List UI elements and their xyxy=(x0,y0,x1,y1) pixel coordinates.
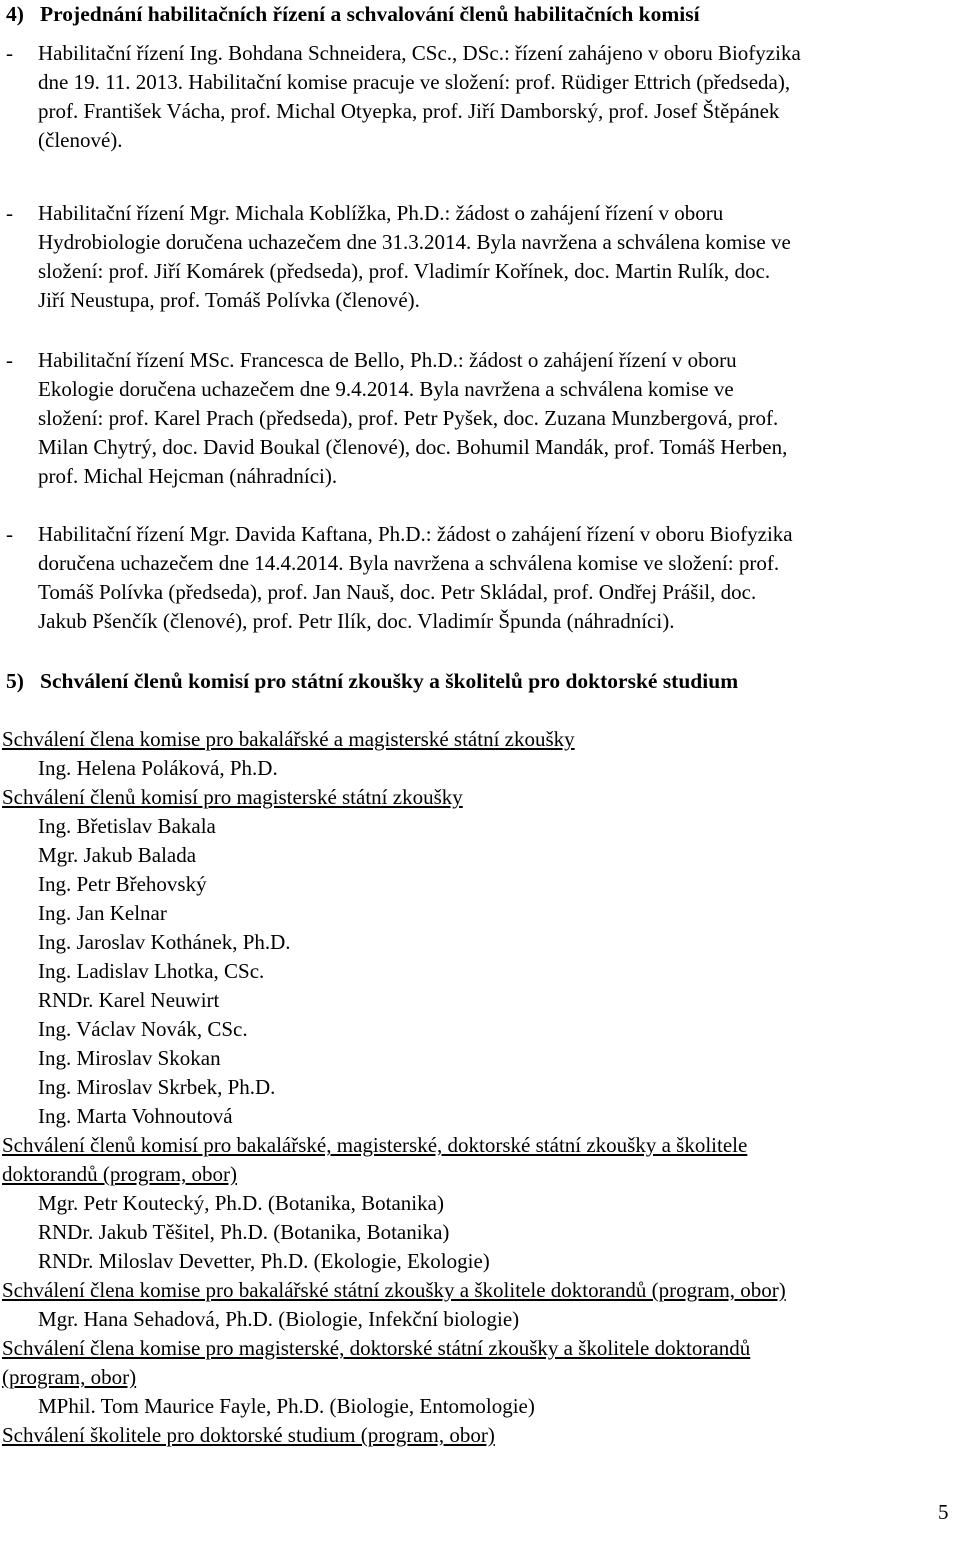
name-list xyxy=(38,754,278,783)
list-item: RNDr. Miloslav Devetter, Ph.D. (Ekologie, Ekologie) xyxy=(38,1249,490,1273)
paragraph xyxy=(38,199,956,315)
text-line: Hydrobiologie doručena uchazečem dne 31.3.2014. Byla navržena a schválena komise ve xyxy=(38,230,791,254)
habilitation-item-schneider xyxy=(6,39,956,155)
section-4-heading xyxy=(6,0,700,29)
text-line: Habilitační řízení MSc. Francesca de Bello, Ph.D.: žádost o zahájení řízení v oboru xyxy=(38,348,737,372)
subheading-bachelor-supervisor: Schválení člena komise pro bakalářské státní zkoušky a školitele doktorandů (program, obor) xyxy=(2,1278,786,1302)
name-list xyxy=(38,1305,519,1334)
list-item: RNDr. Jakub Těšitel, Ph.D. (Botanika, Botanika) xyxy=(38,1220,450,1244)
section-5-title: Schválení členů komisí pro státní zkoušky a školitelů pro doktorské studium xyxy=(40,669,739,693)
text-line: Ekologie doručena uchazečem dne 9.4.2014. Byla navržena a schválena komise ve xyxy=(38,377,734,401)
list-dash: - xyxy=(6,522,13,546)
list-item: Ing. Miroslav Skokan xyxy=(38,1046,221,1070)
list-dash: - xyxy=(6,41,13,65)
section-5-heading xyxy=(6,667,738,696)
section-5-number: 5) xyxy=(6,669,24,693)
list-item: Mgr. Petr Koutecký, Ph.D. (Botanika, Botanika) xyxy=(38,1191,444,1215)
list-item: MPhil. Tom Maurice Fayle, Ph.D. (Biologie, Entomologie) xyxy=(38,1394,535,1418)
text-line: Jiří Neustupa, prof. Tomáš Polívka (členové). xyxy=(38,288,420,312)
list-item: Ing. Miroslav Skrbek, Ph.D. xyxy=(38,1075,276,1099)
page-number: 5 xyxy=(938,1500,949,1524)
list-item: Ing. Jaroslav Kothánek, Ph.D. xyxy=(38,930,291,954)
text-line: (členové). xyxy=(38,128,123,152)
name-list xyxy=(38,812,291,1131)
text-line: doručena uchazečem dne 14.4.2014. Byla navržena a schválena komise ve složení: prof. xyxy=(38,551,780,575)
subheading-master-members: Schválení členů komisí pro magisterské státní zkoušky xyxy=(2,785,463,809)
paragraph xyxy=(38,39,956,155)
list-item: Ing. Marta Vohnoutová xyxy=(38,1104,233,1128)
text-line: složení: prof. Jiří Komárek (předseda), prof. Vladimír Kořínek, doc. Martin Rulík, doc. xyxy=(38,259,771,283)
text-line: Milan Chytrý, doc. David Boukal (členové), doc. Bohumil Mandák, prof. Tomáš Herben, xyxy=(38,435,788,459)
list-item: Mgr. Jakub Balada xyxy=(38,843,197,867)
list-item: Ing. Václav Novák, CSc. xyxy=(38,1017,248,1041)
list-item: Ing. Ladislav Lhotka, CSc. xyxy=(38,959,265,983)
text-line: prof. Michal Hejcman (náhradníci). xyxy=(38,464,338,488)
subheading-all-exams-supervisors: Schválení členů komisí pro bakalářské, magisterské, doktorské státní zkoušky a školitele xyxy=(2,1133,748,1157)
text-line: složení: prof. Karel Prach (předseda), prof. Petr Pyšek, doc. Zuzana Munzbergová, prof. xyxy=(38,406,779,430)
habilitation-item-koblizek xyxy=(6,199,956,315)
list-item: Ing. Helena Poláková, Ph.D. xyxy=(38,756,278,780)
paragraph xyxy=(38,520,956,636)
subheading-master-doctoral-supervisor: Schválení člena komise pro magisterské, doktorské státní zkoušky a školitele doktorandů xyxy=(2,1336,751,1360)
text-line: dne 19. 11. 2013. Habilitační komise pracuje ve složení: prof. Rüdiger Ettrich (předseda), xyxy=(38,70,791,94)
list-item: Ing. Petr Břehovský xyxy=(38,872,207,896)
list-item: Ing. Břetislav Bakala xyxy=(38,814,216,838)
list-item: Ing. Jan Kelnar xyxy=(38,901,167,925)
list-item: Mgr. Hana Sehadová, Ph.D. (Biologie, Infekční biologie) xyxy=(38,1307,520,1331)
habilitation-item-kaftan xyxy=(6,520,956,636)
text-line: Habilitační řízení Ing. Bohdana Schneidera, CSc., DSc.: řízení zahájeno v oboru Biofyzika xyxy=(38,41,801,65)
text-line: Tomáš Polívka (předseda), prof. Jan Nauš, doc. Petr Skládal, prof. Ondřej Prášil, doc. xyxy=(38,580,757,604)
section-4-title: Projednání habilitačních řízení a schvalování členů habilitačních komisí xyxy=(40,2,700,26)
text-line: Jakub Pšenčík (členové), prof. Petr Ilík, doc. Vladimír Špunda (náhradníci). xyxy=(38,609,675,633)
list-dash: - xyxy=(6,201,13,225)
name-list xyxy=(38,1392,535,1421)
section-4-number: 4) xyxy=(6,2,24,26)
name-list xyxy=(38,1189,490,1276)
habilitation-item-de-bello xyxy=(6,346,956,491)
list-dash: - xyxy=(6,348,13,372)
subheading-all-exams-supervisors-cont: doktorandů (program, obor) xyxy=(2,1162,238,1186)
text-line: prof. František Vácha, prof. Michal Otyepka, prof. Jiří Damborský, prof. Josef Štěpánek xyxy=(38,99,780,123)
paragraph xyxy=(38,346,956,491)
subheading-doctoral-supervisor: Schválení školitele pro doktorské studium (program, obor) xyxy=(2,1423,495,1447)
list-item: RNDr. Karel Neuwirt xyxy=(38,988,220,1012)
text-line: Habilitační řízení Mgr. Michala Koblížka, Ph.D.: žádost o zahájení řízení v oboru xyxy=(38,201,724,225)
subheading-master-doctoral-supervisor-cont: (program, obor) xyxy=(2,1365,137,1389)
subheading-bachelor-master-member: Schválení člena komise pro bakalářské a magisterské státní zkoušky xyxy=(2,727,575,751)
text-line: Habilitační řízení Mgr. Davida Kaftana, Ph.D.: žádost o zahájení řízení v oboru Biofyzika xyxy=(38,522,793,546)
